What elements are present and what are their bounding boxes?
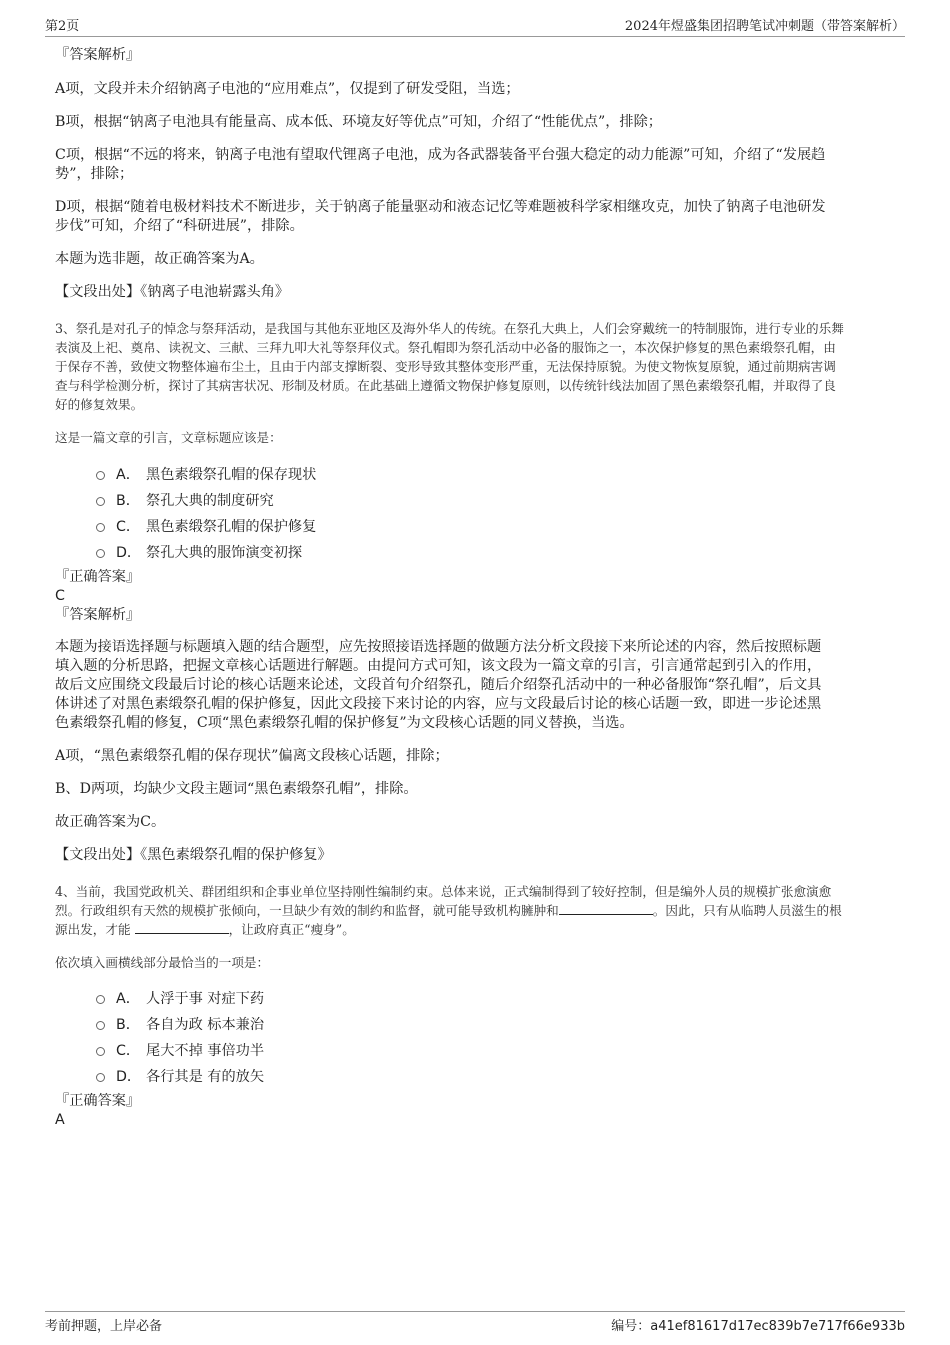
option-text: 各行其是 有的放矢: [146, 1069, 265, 1085]
explain-line: 填入题的分析思路，把握文章核心话题进行解题。由提问方式可知，该文段为一篇文章的引言，引言通常起到引入的作用，: [55, 658, 822, 674]
stem-text: ，让政府真正“瘦身”。: [228, 922, 355, 937]
radio-icon[interactable]: [96, 1021, 105, 1030]
option-label: B．: [116, 1017, 140, 1033]
question-prompt: 这是一篇文章的引言，文章标题应该是：: [55, 430, 282, 445]
stem-line: 3、祭孔是对孔子的悼念与祭拜活动，是我国与其他东亚地区及海外华人的传统。在祭孔大典上，人们会穿戴统一的特制服饰，进行专业的乐舞: [55, 321, 844, 336]
option-label: A．: [116, 467, 140, 483]
page-number: 第2页: [45, 19, 80, 34]
analysis-b: B项，根据“钠离子电池具有能量高、成本低、环境友好等优点”可知，介绍了“性能优点”，排除；: [55, 114, 662, 130]
explain-line: 本题为接语选择题与标题填入题的结合题型，应先按照接语选择题的做题方法分析文段接下来所论述的内容，然后按照标题: [55, 639, 822, 655]
page-header: [45, 14, 905, 37]
stem-line: 好的修复效果。: [55, 397, 144, 412]
question-3: [55, 319, 895, 865]
conclusion: 故正确答案为C。: [55, 814, 166, 830]
question-4: [55, 882, 895, 1130]
radio-icon[interactable]: [96, 1047, 105, 1056]
answer-value: C: [55, 588, 65, 604]
page-content: [55, 46, 895, 1130]
analysis-c-1: C项，根据“不远的将来，钠离子电池有望取代锂离子电池，成为各武器装备平台强大稳定的动力能源”可知，介绍了“发展趋: [55, 147, 826, 163]
stem-text: 源出发，才能: [55, 922, 131, 937]
analysis-d-1: D项，根据“随着电极材料技术不断进步，关于钠离子能量驱动和液态记忆等难题被科学家相继攻克，加快了钠离子电池研发: [55, 199, 826, 215]
analysis-bd: B、D两项，均缺少文段主题词“黑色素缎祭孔帽”，排除。: [55, 781, 418, 797]
analysis-c-2: 势”，排除；: [55, 166, 134, 182]
explain-label: 『答案解析』: [55, 607, 141, 623]
radio-icon[interactable]: [96, 471, 105, 480]
radio-icon[interactable]: [96, 1073, 105, 1082]
radio-icon[interactable]: [96, 995, 105, 1004]
option-text: 祭孔大典的制度研究: [146, 493, 274, 509]
answer-value: A: [55, 1112, 65, 1128]
analysis-a: A项，文段并未介绍钠离子电池的“应用难点”，仅提到了研发受阻，当选；: [55, 81, 520, 97]
explain-line: 色素缎祭孔帽的修复，C项“黑色素缎祭孔帽的保护修复”为文段核心话题的同义替换，当选。: [55, 715, 634, 731]
option-a[interactable]: [55, 462, 895, 488]
option-text: 尾大不掉 事倍功半: [146, 1043, 265, 1059]
page-footer: [45, 1311, 905, 1334]
source-citation: 【文段出处】《黑色素缎祭孔帽的保护修复》: [55, 847, 332, 863]
option-label: C．: [116, 1043, 141, 1059]
stem-text: 。因此，只有从临聘人员滋生的根: [652, 903, 842, 918]
code-label: 编号：: [611, 1319, 651, 1334]
stem-line: 查与科学检测分析，探讨了其病害状况、形制及材质。在此基础上遵循文物保护修复原则，以传统针线法加固了黑色素缎祭孔帽，并取得了良: [55, 378, 836, 393]
document-title: 2024年煜盛集团招聘笔试冲刺题（带答案解析）: [624, 19, 905, 34]
stem-line: 4、当前，我国党政机关、群团组织和企事业单位坚持刚性编制约束。总体来说，正式编制得到了较好控制，但是编外人员的规模扩张愈演愈: [55, 884, 832, 899]
option-label: A．: [116, 991, 140, 1007]
fill-blank: [559, 903, 653, 915]
stem-line: [55, 920, 895, 939]
explain-label: 『答案解析』: [55, 47, 141, 63]
document-code: [611, 1315, 905, 1334]
option-b[interactable]: [55, 1012, 895, 1038]
option-text: 人浮于事 对症下药: [146, 991, 265, 1007]
code-value: a41ef81617d17ec839b7e717f66e933b: [650, 1319, 905, 1334]
option-label: D．: [116, 545, 142, 561]
answer-label: 『正确答案』: [55, 569, 141, 585]
options-list: [55, 462, 895, 566]
options-list: [55, 986, 895, 1090]
source-citation: 【文段出处】《钠离子电池崭露头角》: [55, 284, 290, 300]
stem-line: [55, 901, 895, 920]
option-label: B．: [116, 493, 140, 509]
option-text: 黑色素缎祭孔帽的保护修复: [146, 519, 317, 535]
option-d[interactable]: [55, 540, 895, 566]
option-b[interactable]: [55, 488, 895, 514]
conclusion: 本题为选非题，故正确答案为A。: [55, 251, 264, 267]
analysis-a: A项，“黑色素缎祭孔帽的保存现状”偏离文段核心话题，排除；: [55, 748, 449, 764]
answer-label: 『正确答案』: [55, 1093, 141, 1109]
footer-slogan: 考前押题，上岸必备: [45, 1319, 163, 1334]
question-prompt: 依次填入画横线部分最恰当的一项是：: [55, 955, 270, 970]
explain-line: 故后文应围绕文段最后讨论的核心话题来论述，文段首句介绍祭孔，随后介绍祭孔活动中的一种必备服饰“祭孔帽”，后文具: [55, 677, 822, 693]
option-text: 祭孔大典的服饰演变初探: [146, 545, 303, 561]
stem-line: 表演及上祀、奠帛、读祝文、三献、三拜九叩大礼等祭拜仪式。祭孔帽即为祭孔活动中必备的服饰之一，本次保护修复的黑色素缎祭孔帽，由: [55, 340, 836, 355]
analysis-d-2: 步伐”可知，介绍了“科研进展”，排除。: [55, 218, 304, 234]
option-text: 黑色素缎祭孔帽的保存现状: [146, 467, 317, 483]
option-c[interactable]: [55, 1038, 895, 1064]
radio-icon[interactable]: [96, 549, 105, 558]
radio-icon[interactable]: [96, 523, 105, 532]
option-label: C．: [116, 519, 141, 535]
option-label: D．: [116, 1069, 142, 1085]
option-d[interactable]: [55, 1064, 895, 1090]
option-text: 各自为政 标本兼治: [146, 1017, 265, 1033]
radio-icon[interactable]: [96, 497, 105, 506]
explanation: [55, 638, 895, 733]
fill-blank: [135, 922, 229, 934]
option-a[interactable]: [55, 986, 895, 1012]
option-c[interactable]: [55, 514, 895, 540]
stem-line: 于保存不善，致使文物整体遍布尘土，且由于内部支撑断裂、变形导致其整体变形严重，无法保持原貌。为使文物恢复原貌，通过前期病害调: [55, 359, 836, 374]
stem-text: 烈。行政组织有天然的规模扩张倾向，一旦缺少有效的制约和监督，就可能导致机构臃肿和: [55, 903, 559, 918]
explain-line: 体讲述了对黑色素缎祭孔帽的保护修复，因此文段接下来讨论的内容，应与文段最后讨论的核心话题一致，即进一步论述黑: [55, 696, 822, 712]
